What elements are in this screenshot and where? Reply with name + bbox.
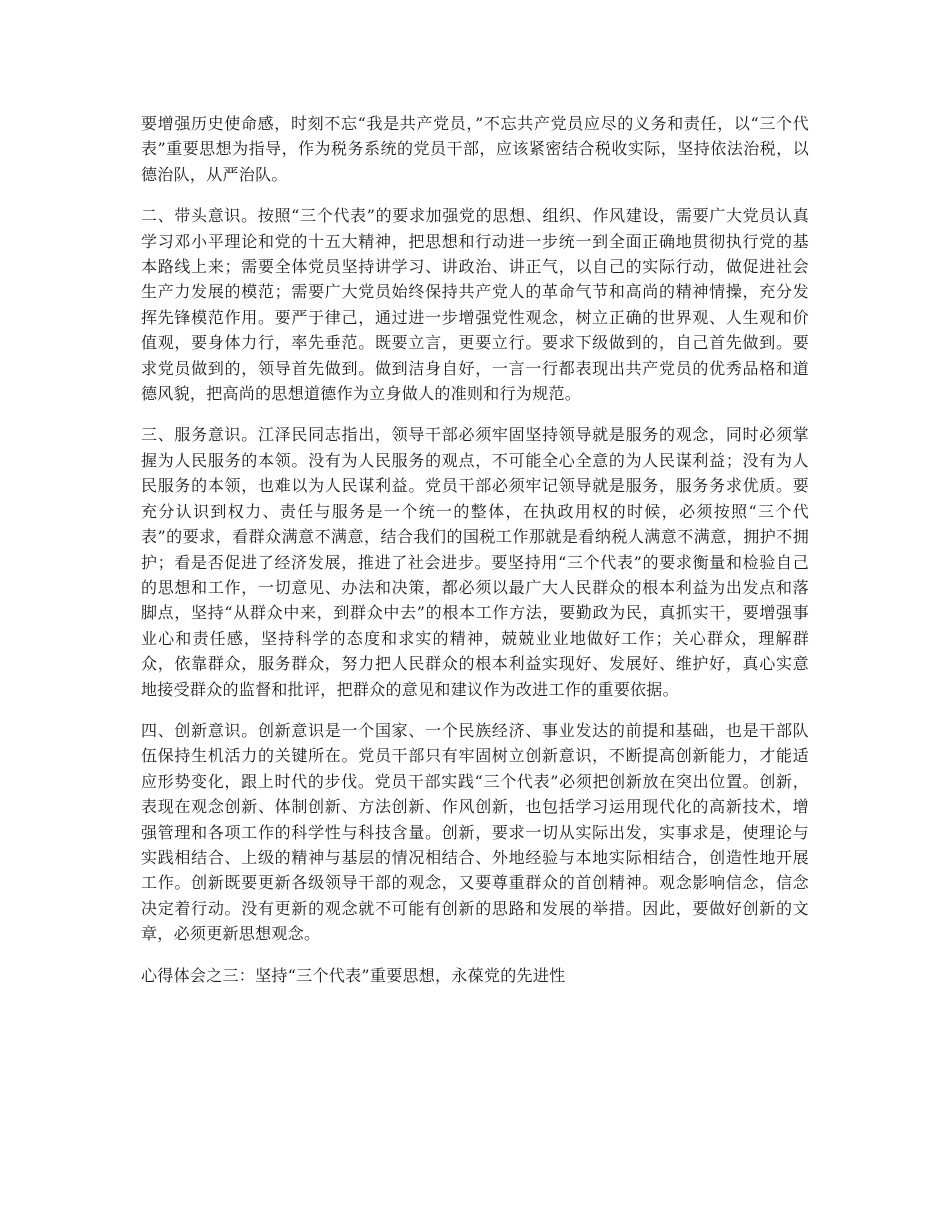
document-body (141, 111, 809, 1004)
section-heading: 心得体会之三：坚持“三个代表”重要思想，永葆党的先进性 (141, 965, 566, 985)
paragraph-intro: 要增强历史使命感，时刻不忘“我是共产党员，”不忘共产党员应尽的义务和责任，以“三个代表”重要思想为指导，作为税务系统的党员干部，应该紧密结合税收实际，坚持依法治税，以德治队，从严治队。 (141, 114, 809, 184)
paragraph-innovation-awareness: 四、创新意识。创新意识是一个国家、一个民族经济、事业发达的前提和基础，也是干部队伍保持生机活力的关键所在。党员干部只有牢固树立创新意识，不断提高创新能力，才能适应形势变化，跟上时代的步伐。党员干部实践“三个代表”必须把创新放在突出位置。创新，表现在观念创新、体制创新、方法创新、作风创新，也包括学习运用现代化的高新技术，增强管理和各项工作的科学性与科技含量。创新，要求一切从实际出发，实事求是，使理论与实践相结合、上级的精神与基层的情况相结合、外地经验与本地实际相结合，创造性地开展工作。创新既要更新各级领导干部的观念，又要尊重群众的首创精神。观念影响信念，信念决定着行动。没有更新的观念就不可能有创新的思路和发展的举措。因此，要做好创新的文章，必须更新思想观念。 (141, 720, 809, 944)
paragraph-service-awareness: 三、服务意识。江泽民同志指出，领导干部必须牢固坚持领导就是服务的观念，同时必须掌握为人民服务的本领。没有为人民服务的观点，不可能全心全意的为人民谋利益；没有为人民服务的本领，也难以为人民谋利益。党员干部必须牢记领导就是服务，服务务求优质。要充分认识到权力、责任与服务是一个统一的整体，在执政用权的时候，必须按照“三个代表”的要求，看群众满意不满意，结合我们的国税工作那就是看纳税人满意不满意，拥护不拥护；看是否促进了经济发展，推进了社会进步。要坚持用“三个代表”的要求衡量和检验自己的思想和工作，一切意见、办法和决策，都必须以最广大人民群众的根本利益为出发点和落脚点，坚持“从群众中来，到群众中去”的根本工作方法，要勤政为民，真抓实干，要增强事业心和责任感，坚持科学的态度和求实的精神，兢兢业业地做好工作；关心群众，理解群众，依靠群众，服务群众，努力把人民群众的根本利益实现好、发展好、维护好，真心实意地接受群众的监督和批评，把群众的意见和建议作为改进工作的重要依据。 (141, 425, 809, 699)
paragraph-leading-awareness: 二、带头意识。按照“三个代表”的要求加强党的思想、组织、作风建设，需要广大党员认真学习邓小平理论和党的十五大精神，把思想和行动进一步统一到全面正确地贯彻执行党的基本路线上来；需要全体党员坚持讲学习、讲政治、讲正气，以自己的实际行动，做促进社会生产力发展的模范；需要广大党员始终保持共产党人的革命气节和高尚的精神情操，充分发挥先锋模范作用。要严于律己，通过进一步增强党性观念，树立正确的世界观、人生观和价值观，要身体力行，率先垂范。既要立言，更要立行。要求下级做到的，自己首先做到。要求党员做到的，领导首先做到。做到洁身自好，一言一行都表现出共产党员的优秀品格和道德风貌，把高尚的思想道德作为立身做人的准则和行为规范。 (141, 206, 809, 404)
